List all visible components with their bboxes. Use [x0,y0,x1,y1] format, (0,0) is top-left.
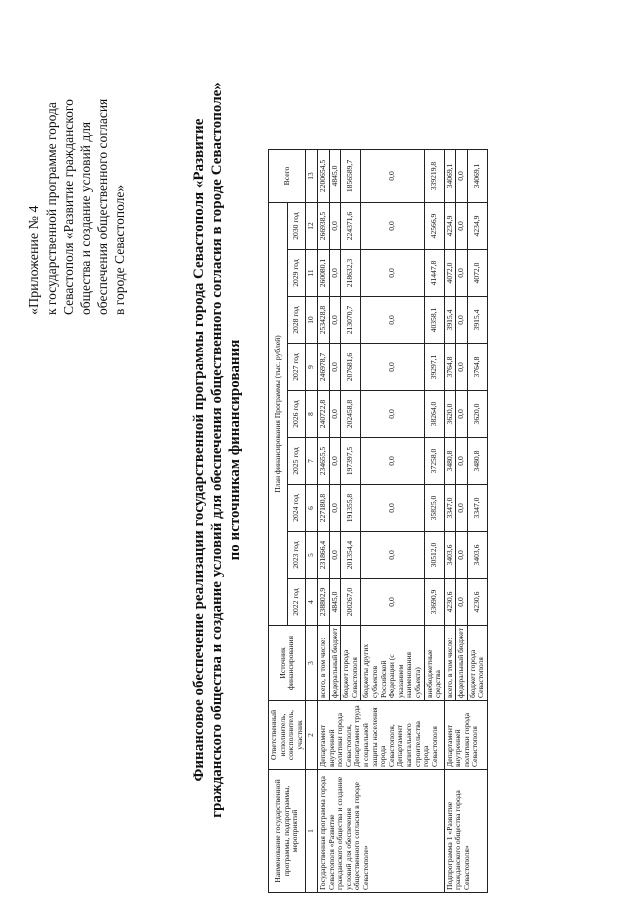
value-cell: 3347,0 [467,485,487,532]
value-cell: 0,0 [329,438,341,485]
value-cell: 0,0 [361,438,424,485]
appendix-line: общества и создание условий для [78,121,93,315]
column-index-cell: 5 [306,532,318,579]
value-cell: 3480,8 [467,438,487,485]
value-cell: 0,0 [456,579,468,626]
value-cell: 0,0 [361,250,424,297]
value-cell: 4234,9 [444,203,456,250]
value-cell: 3764,8 [444,344,456,391]
value-cell: 38264,0 [424,391,444,438]
source-cell: федеральный бюджет [456,626,468,701]
value-cell: 3620,0 [444,391,456,438]
value-cell: 207681,6 [341,344,361,391]
column-index-cell: 3 [306,626,318,701]
total-cell: 4845,0 [329,150,341,203]
appendix-line: к государственной программе города [44,102,59,315]
total-cell: 1856589,7 [341,150,361,203]
source-cell: внебюджетные средства [424,626,444,701]
value-cell: 246978,7 [317,344,329,391]
value-cell: 218632,3 [341,250,361,297]
header-plan: План финансирования Программы (тыс. рублей) [269,203,288,626]
subprogram-name-cell: Подпрограмма 1 «Развитие гражданского общества города Севастополя» [444,770,487,893]
value-cell: 3915,4 [467,297,487,344]
header-year: 2030 год [287,203,306,250]
header-source: Источник финансирования [269,626,306,701]
value-cell: 202458,8 [341,391,361,438]
table-row [444,150,456,893]
value-cell: 4230,6 [444,579,456,626]
value-cell: 0,0 [329,344,341,391]
column-index-cell: 9 [306,344,318,391]
value-cell: 0,0 [329,297,341,344]
appendix-heading: «Приложение № 4 [27,205,42,315]
value-cell: 224371,6 [341,203,361,250]
value-cell: 0,0 [456,344,468,391]
value-cell: 3764,8 [467,344,487,391]
header-year: 2025 год [287,438,306,485]
column-index-cell: 7 [306,438,318,485]
title-line: гражданского общества и создание условий для обеспечения общественного согласия в городе Севастополе» [209,82,225,818]
title-line: Финансовое обеспечение реализации государственной программы города Севастополя «Развитие [191,118,207,782]
table-row [317,150,329,893]
source-cell: федеральный бюджет [329,626,341,701]
value-cell: 4072,0 [444,250,456,297]
column-index-cell: 4 [306,579,318,626]
value-cell: 0,0 [361,297,424,344]
value-cell: 227180,8 [317,485,329,532]
value-cell: 260080,1 [317,250,329,297]
value-cell: 35825,0 [424,485,444,532]
value-cell: 253428,8 [317,297,329,344]
value-cell: 0,0 [361,391,424,438]
header-year: 2028 год [287,297,306,344]
source-cell: бюджет города Севастополя [467,626,487,701]
value-cell: 4072,0 [467,250,487,297]
value-cell: 3347,0 [444,485,456,532]
value-cell: 0,0 [456,438,468,485]
column-index-cell: 11 [306,250,318,297]
value-cell: 231866,4 [317,532,329,579]
value-cell: 213070,7 [341,297,361,344]
value-cell: 0,0 [361,344,424,391]
value-cell: 37258,0 [424,438,444,485]
header-year: 2022 год [287,579,306,626]
value-cell: 201354,4 [341,532,361,579]
value-cell: 41447,8 [424,250,444,297]
value-cell: 0,0 [361,579,424,626]
column-index-cell: 6 [306,485,318,532]
document-title [190,25,244,875]
value-cell: 3403,6 [467,532,487,579]
value-cell: 0,0 [361,532,424,579]
subprogram-executor-cell: Департамент внутренней политики города Севастополя [444,701,487,770]
value-cell: 0,0 [361,485,424,532]
header-year: 2024 год [287,485,306,532]
value-cell: 3620,0 [467,391,487,438]
value-cell: 197397,5 [341,438,361,485]
value-cell: 4234,9 [467,203,487,250]
program-name-cell: Государственная программа города Севастополя «Развитие гражданского общества и создание условий для обеспечения общественного согласия в городе Севастополе» [317,770,444,893]
value-cell: 0,0 [456,297,468,344]
total-cell: 0,0 [361,150,424,203]
header-year: 2023 год [287,532,306,579]
value-cell: 0,0 [456,203,468,250]
column-index-cell: 13 [306,150,318,203]
header-name: Наименование государственной программы, подпрограммы, мероприятий [269,770,306,893]
value-cell: 191355,8 [341,485,361,532]
value-cell: 0,0 [329,485,341,532]
value-cell: 0,0 [456,391,468,438]
value-cell: 0,0 [456,532,468,579]
value-cell: 3915,4 [444,297,456,344]
program-executor-cell: Департамент внутренней политики города Севастополя, Департамент труда и социальной защиты населения города Севастополя, Департамент капитального строительства города Севастополя [317,701,444,770]
source-cell: бюджеты других субъектов Российской Федерации (с указанием наименования субъекта) [361,626,424,701]
source-cell: бюджет города Севастополя [341,626,361,701]
value-cell: 0,0 [329,203,341,250]
value-cell: 0,0 [361,203,424,250]
source-cell: всего, в том числе: [444,626,456,701]
source-cell: всего, в том числе: [317,626,329,701]
title-line: по источникам финансирования [227,339,243,561]
value-cell: 0,0 [456,250,468,297]
total-cell: 2200654,5 [317,150,329,203]
value-cell: 3480,8 [444,438,456,485]
value-cell: 200267,0 [341,579,361,626]
value-cell: 4230,6 [467,579,487,626]
header-year: 2026 год [287,391,306,438]
header-year: 2029 год [287,250,306,297]
column-index-cell: 8 [306,391,318,438]
header-total: Всего [269,150,306,203]
value-cell: 234655,5 [317,438,329,485]
value-cell: 42566,9 [424,203,444,250]
value-cell: 4845,0 [329,579,341,626]
total-cell: 34069,1 [444,150,456,203]
value-cell: 0,0 [456,485,468,532]
appendix-line: Севастополя «Развитие гражданского [61,99,76,315]
financing-table [268,149,488,893]
total-cell: 0,0 [456,150,468,203]
table-body [317,150,487,893]
value-cell: 30512,0 [424,532,444,579]
value-cell: 3403,6 [444,532,456,579]
column-index-row [306,150,318,893]
appendix-line: в городе Севастополе» [112,184,127,315]
column-index-cell: 12 [306,203,318,250]
appendix-line: обеспечения общественного согласия [95,98,110,315]
column-index-cell: 10 [306,297,318,344]
value-cell: 238802,9 [317,579,329,626]
value-cell: 0,0 [329,391,341,438]
value-cell: 266938,5 [317,203,329,250]
value-cell: 33690,9 [424,579,444,626]
value-cell: 40358,1 [424,297,444,344]
value-cell: 240722,8 [317,391,329,438]
total-cell: 339219,8 [424,150,444,203]
total-cell: 34069,1 [467,150,487,203]
column-index-cell: 2 [306,701,318,770]
column-index-cell: 1 [306,770,318,893]
appendix-block [26,15,128,315]
header-executor: Ответственный исполнитель, соисполнитель, участник [269,701,306,770]
header-year: 2027 год [287,344,306,391]
value-cell: 0,0 [329,532,341,579]
value-cell: 0,0 [329,250,341,297]
value-cell: 39297,1 [424,344,444,391]
